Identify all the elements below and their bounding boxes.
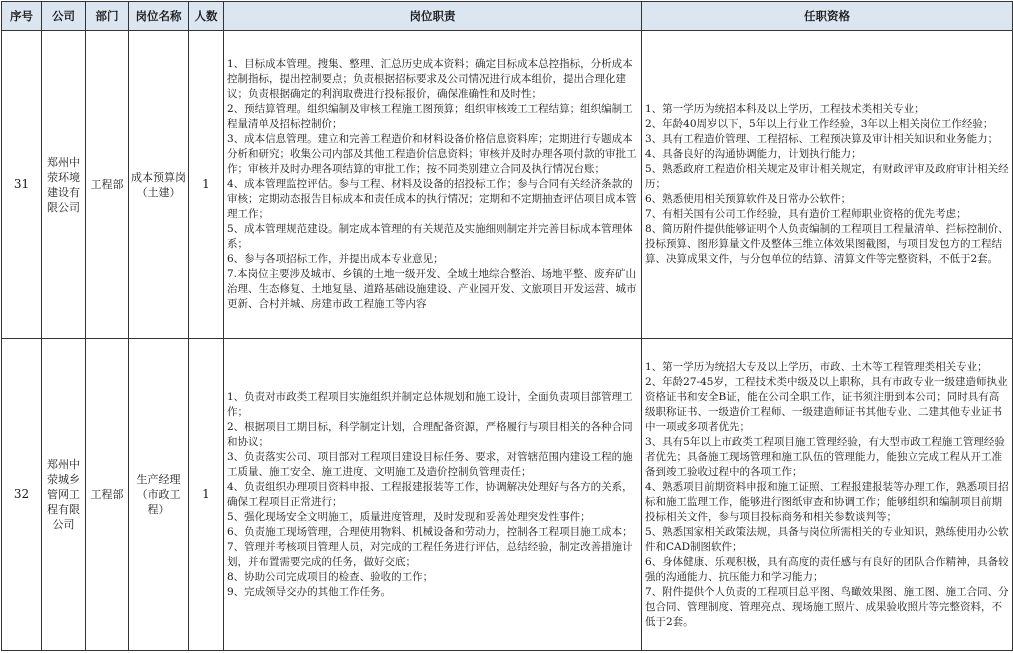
header-company: 公司 bbox=[42, 2, 86, 31]
duty-line: 7、管理并考核项目管理人员，对完成的工程任务进行评估，总结经验，制定改善措施计划，并布置需要完成的任务，做好交底； bbox=[227, 540, 633, 568]
table-row bbox=[2, 31, 1013, 339]
qual-line: 5、熟悉国家相关政策法规，具备与岗位所需相关的专业知识，熟练使用办公软件和CAD制图软件； bbox=[645, 525, 1009, 553]
header-row bbox=[2, 2, 1013, 31]
qual-line: 1、第一学历为统招本科及以上学历，工程技术类相关专业； bbox=[645, 103, 925, 115]
row-position: 生产经理（市政工程） bbox=[129, 339, 189, 651]
row-seq: 32 bbox=[2, 339, 42, 651]
duty-line: 4、负责组织办理项目资料申报、工程报建报装等工作，协调解决处理好与各方的关系，确保工程项目正常进行； bbox=[227, 480, 633, 508]
duty-line: 5、强化现场安全文明施工，质量进度管理，及时发现和妥善处理突发性事件； bbox=[227, 510, 591, 523]
row-seq: 31 bbox=[2, 31, 42, 339]
duty-line: 1、负责对市政类工程项目实施组织并制定总体规划和施工设计，全面负责项目部管理工作； bbox=[227, 390, 633, 418]
qual-line: 7、有相关国有公司工作经验，具有造价工程师职业资格的优先考虑； bbox=[645, 208, 967, 220]
header-position: 岗位名称 bbox=[129, 2, 189, 31]
duty-line: 1、目标成本管理。搜集、整理、汇总历史成本资料；确定目标成本总控指标，分析成本控制指标，提出控制要点；负责根据招标要求及公司情况进行成本组价，提出合理化建议；负责根据确定的利润取费进行投标报价，确保准确性和及时性； bbox=[227, 58, 633, 100]
duty-line: 7.本岗位主要涉及城市、乡镇的土地一级开发、全域土地综合整治、场地平整、废弃矿山治理、生态修复、土地复垦、道路基础设施建设、产业园开发、文旅项目开发运营、城市更新、合村并城、房建市政工程施工等内容 bbox=[227, 268, 637, 310]
row-dept: 工程部 bbox=[86, 339, 129, 651]
duty-line: 3、负责落实公司、项目部对工程项目建设目标任务、要求，对管辖范围内建设工程的施工质量、施工安全、施工进度、文明施工及造价控制负管理责任； bbox=[227, 450, 633, 478]
row-count: 1 bbox=[189, 339, 224, 651]
duty-line: 2、预结算管理。组织编制及审核工程施工图预算；组织审核竣工工程结算；组织编制工程量清单及招标控制价； bbox=[227, 103, 633, 130]
qual-line: 4、熟悉项目前期资料申报和施工证照、工程报建报装等办理工作，熟悉项目招标和施工监理工作，能够进行图纸审查和协调工作；能够组织和编制项目前期投标相关文件，参与项目投标商务和相关参数谈判等； bbox=[645, 480, 1009, 523]
qual-line: 7、附件提供个人负责的工程项目总平图、鸟瞰效果图、施工图、施工合同、分包合同、管理制度、管理亮点、现场施工照片、成果验收照片等完整资料，不低于2套。 bbox=[645, 585, 1009, 628]
header-count: 人数 bbox=[189, 2, 224, 31]
row-count: 1 bbox=[189, 31, 224, 339]
qual-line: 5、熟悉政府工程造价相关规定及审计相关规定，有财政评审及政府审计相关经历； bbox=[645, 163, 1009, 190]
duty-line: 4、成本管理监控评估。参与工程、材料及设备的招投标工作；参与合同有关经济条款的审核；定期动态报告目标成本和责任成本的执行情况；定期和不定期抽查评估项目成本管理工作； bbox=[227, 178, 637, 220]
row-duties bbox=[224, 339, 642, 651]
row-company: 郑州中荥环境建设有限公司 bbox=[42, 31, 86, 339]
qual-line: 6、身体健康、乐观积极，具有高度的责任感与有良好的团队合作精神，具备较强的沟通能力、抗压能力和学习能力； bbox=[645, 555, 1009, 583]
duty-line: 3、成本信息管理。建立和完善工程造价和材料设备价格信息资料库；定期进行专题成本分析和研究；收集公司内部及其他工程造价信息资料；审核并及时办理各项付款的审批工作；审核并及时办理各项结算的审批工作；按不同类别建立合同及执行情况台账； bbox=[227, 133, 637, 175]
qual-line: 4、具备良好的沟通协调能力，计划执行能力； bbox=[645, 148, 862, 160]
recruitment-table bbox=[1, 1, 1013, 651]
row-quals bbox=[642, 31, 1013, 339]
header-duties: 岗位职责 bbox=[224, 2, 642, 31]
duty-line: 8、协助公司完成项目的检查、验收的工作； bbox=[227, 570, 434, 583]
duty-line: 9、完成领导交办的其他工作任务。 bbox=[227, 585, 392, 598]
duty-line: 2、根据项目工期目标，科学制定计划，合理配备资源，严格履行与项目相关的各种合同和协议； bbox=[227, 420, 633, 448]
row-company: 郑州中荥城乡管网工程有限公司 bbox=[42, 339, 86, 651]
header-seq: 序号 bbox=[2, 2, 42, 31]
table-row bbox=[2, 339, 1013, 651]
qual-line: 8、简历附件提供能够证明个人负责编制的工程项目工程量清单、拦标控制价、投标预算、图形算量文件及整体三维立体效果图截图，与项目发包方的工程结算、决算成果文件，与分包单位的结算、清算文件等完整资料，不低于2套。 bbox=[645, 223, 1009, 265]
qual-line: 2、年龄27-45岁，工程技术类中级及以上职称，具有市政专业一级建造师执业资格证书和安全B证，能在公司全职工作，证书须注册到本公司；同时具有高级职称证书、一级造价工程师、一级建造师证书其他专业、二建其他专业证书中一项或多项者优先； bbox=[645, 375, 1008, 433]
row-dept: 工程部 bbox=[86, 31, 129, 339]
qual-line: 3、具有工程造价管理、工程招标、工程预决算及审计相关知识和业务能力； bbox=[645, 133, 999, 145]
qual-line: 2、年龄40周岁以下，5年以上行业工作经验，3年以上相关岗位工作经验； bbox=[645, 118, 994, 130]
row-position: 成本预算岗（土建） bbox=[129, 31, 189, 339]
duty-line: 6、负责施工现场管理，合理使用物料、机械设备和劳动力，控制各工程项目施工成本； bbox=[227, 525, 633, 538]
duty-line: 6、参与各项招标工作，并提出成本专业意见； bbox=[227, 253, 444, 265]
qual-line: 3、具有5年以上市政类工程项目施工管理经验，有大型市政工程施工管理经验者优先；具备施工现场管理和施工队伍的管理能力，能独立完成工程从开工准备到竣工验收过程中的各项工作； bbox=[645, 435, 1005, 478]
duty-line: 5、成本管理规范建设。制定成本管理的有关规范及实施细则制定并完善目标成本管理体系； bbox=[227, 223, 633, 250]
header-dept: 部门 bbox=[86, 2, 129, 31]
row-quals bbox=[642, 339, 1013, 651]
row-duties bbox=[224, 31, 642, 339]
header-quals: 任职资格 bbox=[642, 2, 1013, 31]
qual-line: 6、熟悉使用相关预算软件及日常办公软件； bbox=[645, 193, 852, 205]
qual-line: 1、第一学历为统招大专及以上学历，市政、土木等工程管理类相关专业； bbox=[645, 360, 988, 373]
